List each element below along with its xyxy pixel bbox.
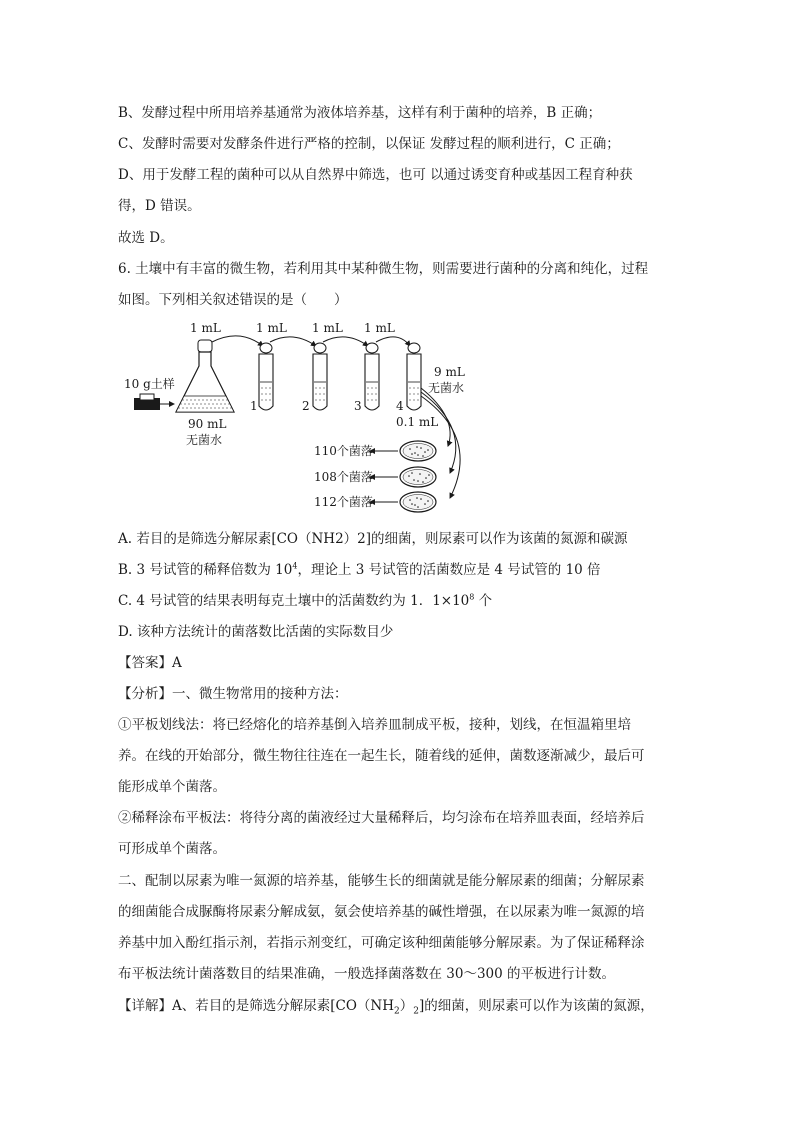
petri-dish-3 — [400, 492, 436, 512]
detail-text-2: ） — [399, 998, 414, 1014]
option-b-analysis: B、发酵过程中所用培养基通常为液体培养基，这样有利于菌种的培养，B 正确； — [118, 105, 602, 121]
analysis-line-5: ②稀释涂布平板法：将待分离的菌液经过大量稀释后，均匀涂布在培养皿表面，经培养后 — [118, 810, 645, 826]
analysis-line-3: 养。在线的开始部分，微生物往往连在一起生长，随着线的延伸，菌数逐渐减少，最后可 — [118, 748, 645, 764]
soil-sample-label: 10 g土样 — [124, 377, 175, 391]
colony-count-2: 108个菌落 — [314, 470, 373, 484]
tube-number-4: 4 — [396, 399, 404, 413]
transfer-arrow-3 — [323, 337, 368, 346]
tube-number-1: 1 — [250, 399, 258, 413]
tube-number-3: 3 — [354, 399, 362, 413]
transfer-arrow-4 — [376, 337, 410, 346]
plating-volume-label: 0.1 mL — [396, 415, 439, 429]
option-b-text-1: B. 3 号试管的稀释倍数为 10 — [118, 562, 293, 578]
tube-water-label: 无菌水 — [428, 381, 465, 395]
transfer-label-1: 1 mL — [190, 321, 221, 335]
option-c-text-1: C. 4 号试管的结果表明每克土壤中的活菌数约为 1．1×10 — [118, 593, 470, 609]
detail-subscript-1: 2 — [394, 1006, 400, 1017]
colony-count-3: 112个菌落 — [314, 495, 373, 509]
option-a: A. 若目的是筛选分解尿素[CO（NH2）2]的细菌，则尿素可以作为该菌的氮源和碳源 — [118, 531, 628, 547]
test-tube-3 — [365, 343, 379, 410]
transfer-label-3: 1 mL — [312, 321, 343, 335]
analysis-line-4: 能形成单个菌落。 — [118, 779, 226, 795]
dilution-diagram — [118, 318, 478, 518]
option-b-text-2: ，理论上 3 号试管的活菌数应是 4 号试管的 10 倍 — [297, 562, 601, 578]
analysis-line-7: 二、配制以尿素为唯一氮源的培养基，能够生长的细菌就是能分解尿素的细菌；分解尿素 — [118, 873, 645, 889]
tube-number-2: 2 — [302, 399, 310, 413]
question-6-stem-line-1: 6. 土壤中有丰富的微生物，若利用其中某种微生物，则需要进行菌种的分离和纯化，过程 — [118, 261, 649, 277]
analysis-line-9: 养基中加入酚红指示剂，若指示剂变红，可确定该种细菌能够分解尿素。为了保证稀释涂 — [118, 935, 645, 951]
detail-text-1: 【详解】A、若目的是筛选分解尿素[CO（NH — [118, 998, 394, 1014]
flask-volume-label: 90 mL — [188, 417, 227, 431]
test-tube-2 — [313, 343, 327, 410]
option-d-analysis-line-1: D、用于发酵工程的菌种可以从自然界中筛选，也可 以通过诱变育种或基因工程育种获 — [118, 167, 633, 183]
answer-line: 【答案】A — [118, 655, 182, 671]
transfer-label-2: 1 mL — [256, 321, 287, 335]
option-c-exponent: 8 — [469, 592, 475, 602]
option-b — [118, 561, 601, 579]
analysis-line-6: 可形成单个菌落。 — [118, 841, 226, 857]
detail-subscript-2: 2 — [413, 1006, 419, 1017]
transfer-arrow-2 — [270, 337, 316, 346]
question-6-stem-line-2: 如图。下列相关叙述错误的是（ ） — [118, 292, 348, 308]
option-d-analysis-line-2: 得，D 错误。 — [118, 198, 201, 214]
option-b-exponent: 4 — [292, 561, 298, 571]
flask — [176, 340, 234, 412]
petri-dish-2 — [400, 467, 436, 487]
test-tube-4 — [407, 343, 421, 410]
analysis-line-2: ①平板划线法：将已经熔化的培养基倒入培养皿制成平板，接种，划线，在恒温箱里培 — [118, 717, 631, 733]
soil-weigh-icon — [134, 394, 174, 410]
analysis-line-1: 【分析】一、微生物常用的接种方法： — [118, 686, 348, 702]
option-c — [118, 592, 492, 610]
choose-answer: 故选 D。 — [118, 230, 174, 246]
option-d: D. 该种方法统计的菌落数比活菌的实际数目少 — [118, 624, 394, 640]
transfer-label-4: 1 mL — [364, 321, 395, 335]
analysis-line-8: 的细菌能合成脲酶将尿素分解成氨，氨会使培养基的碱性增强，在以尿素为唯一氮源的培 — [118, 904, 645, 920]
tube-volume-label: 9 mL — [434, 365, 465, 379]
flask-water-label: 无菌水 — [186, 433, 223, 447]
detail-line-1 — [118, 997, 654, 1015]
colony-count-1: 110个菌落 — [314, 444, 373, 458]
detail-text-3: ]的细菌，则尿素可以作为该菌的氮源， — [418, 998, 654, 1014]
petri-dish-1 — [400, 441, 436, 461]
option-c-text-2: 个 — [474, 593, 493, 609]
analysis-line-10: 布平板法统计菌落数目的结果准确，一般选择菌落数在 30～300 的平板进行计数。 — [118, 966, 616, 982]
option-c-analysis: C、发酵时需要对发酵条件进行严格的控制，以保证 发酵过程的顺利进行，C 正确； — [118, 136, 620, 152]
transfer-arrow-1 — [212, 336, 263, 346]
test-tube-1 — [259, 343, 273, 410]
